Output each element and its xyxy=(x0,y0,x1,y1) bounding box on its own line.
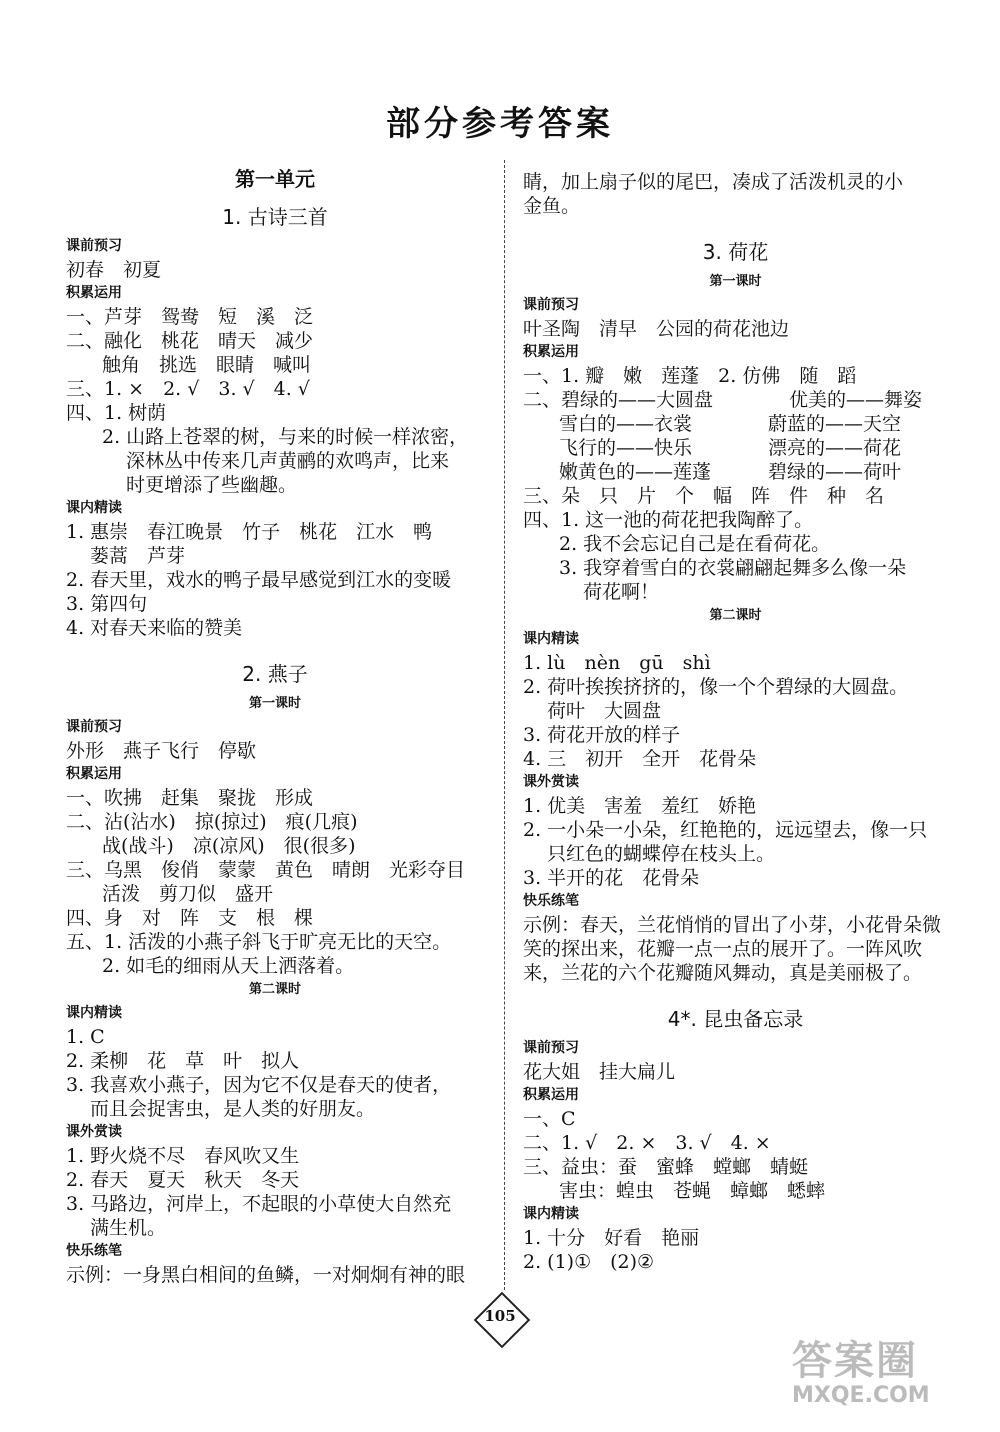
answer-line: 而且会捉害虫，是人类的好朋友。 xyxy=(90,1098,376,1120)
section-heading: 课外赏读 xyxy=(66,1124,122,1140)
answer-line: 2. 柔柳 花 草 叶 拟人 xyxy=(66,1050,300,1072)
watermark-url: MXQE.COM xyxy=(792,1383,930,1408)
answer-line: 二、1. √ 2. × 3. √ 4. × xyxy=(523,1132,771,1154)
section-heading: 课内精读 xyxy=(523,631,579,647)
section-heading: 积累运用 xyxy=(66,766,122,782)
section-heading: 快乐练笔 xyxy=(66,1243,122,1259)
answer-line: 触角 挑选 眼睛 喊叫 xyxy=(102,354,312,376)
answer-line: 二、融化 桃花 晴天 减少 xyxy=(66,330,314,352)
answer-line: 荷花啊！ xyxy=(583,581,660,603)
page-number-badge xyxy=(470,1288,530,1348)
section-heading: 课前预习 xyxy=(66,719,122,735)
section-heading: 积累运用 xyxy=(523,344,579,360)
answer-line: 害虫：蝗虫 苍蝇 蟑螂 蟋蟀 xyxy=(559,1180,826,1202)
right-column xyxy=(523,170,948,1274)
lesson-3-title: 3. 荷花 xyxy=(702,240,769,264)
answer-line: 三、1. × 2. √ 3. √ 4. √ xyxy=(66,378,310,400)
answer-line: 1. C xyxy=(66,1026,105,1048)
section-heading: 课内精读 xyxy=(66,500,122,516)
column-divider xyxy=(504,160,505,1290)
unit-heading: 第一单元 xyxy=(235,167,315,191)
answer-line: 三、朵 只 片 个 幅 阵 件 种 名 xyxy=(523,485,885,507)
page-title: 部分参考答案 xyxy=(386,104,614,144)
answer-line: 3. 第四句 xyxy=(66,593,148,615)
answer-line: 4. 三 初开 全开 花骨朵 xyxy=(523,748,757,770)
answer-line: 二、碧绿的——大圆盘 优美的——舞姿 xyxy=(523,389,923,411)
answer-line: 满生机。 xyxy=(90,1217,167,1239)
answer-line: 1. 十分 好看 艳丽 xyxy=(523,1227,700,1249)
answer-line: 时更增添了些幽趣。 xyxy=(126,474,298,496)
answer-line: 1. lù nèn gū shì xyxy=(523,652,711,674)
answer-line: 3. 我穿着雪白的衣裳翩翩起舞多么像一朵 xyxy=(559,557,907,579)
answer-line: 五、1. 活泼的小燕子斜飞于旷亮无比的天空。 xyxy=(66,931,452,953)
answer-line: 2. 一小朵一小朵，红艳艳的，远远望去，像一只 xyxy=(523,819,928,841)
answer-line: 一、1. 瓣 嫩 莲蓬 2. 仿佛 随 蹈 xyxy=(523,365,857,387)
answer-line: 2. 如毛的细雨从天上洒落着。 xyxy=(102,955,355,977)
answer-line: 2. 我不会忘记自己是在看荷花。 xyxy=(559,533,831,555)
answer-line: 2. 荷叶挨挨挤挤的，像一个个碧绿的大圆盘。 xyxy=(523,676,909,698)
section-heading: 积累运用 xyxy=(66,285,122,301)
answer-line: 四、1. 树荫 xyxy=(66,402,167,424)
answer-line: 三、益虫：蚕 蜜蜂 螳螂 蜻蜓 xyxy=(523,1156,809,1178)
period-heading: 第一课时 xyxy=(709,274,762,289)
answer-line: 3. 我喜欢小燕子，因为它不仅是春天的使者， xyxy=(66,1074,452,1096)
watermark-logo xyxy=(792,1338,982,1418)
section-heading: 课前预习 xyxy=(523,297,579,313)
section-heading: 课外赏读 xyxy=(523,774,579,790)
answer-line: 2. 山路上苍翠的树，与来的时候一样浓密， xyxy=(102,426,469,448)
section-heading: 课前预习 xyxy=(66,238,122,254)
answer-line: 1. 惠崇 春江晚景 竹子 桃花 江水 鸭 xyxy=(66,521,433,543)
answer-line: 3. 半开的花 花骨朵 xyxy=(523,867,700,889)
section-heading: 课内精读 xyxy=(66,1005,122,1021)
answer-line: 4. 对春天来临的赞美 xyxy=(66,617,243,639)
answer-line: 2. 春天里，戏水的鸭子最早感觉到江水的变暖 xyxy=(66,569,452,591)
answer-line: 深林丛中传来几声黄鹂的欢鸣声，比来 xyxy=(126,450,450,472)
answer-line: 花大姐 挂大扁儿 xyxy=(523,1061,676,1083)
answer-line: 2. 春天 夏天 秋天 冬天 xyxy=(66,1169,300,1191)
answer-line: 二、沾(沾水) 掠(掠过) 痕(几痕) xyxy=(66,811,358,833)
section-heading: 课内精读 xyxy=(523,1206,579,1222)
answer-line: 一、芦芽 鸳鸯 短 溪 泛 xyxy=(66,306,314,328)
answer-line: 战(战斗) 凉(凉风) 很(很多) xyxy=(102,835,356,857)
answer-line: 四、身 对 阵 支 根 棵 xyxy=(66,907,314,929)
answer-line: 飞行的——快乐 漂亮的——荷花 xyxy=(559,437,902,459)
section-heading: 快乐练笔 xyxy=(523,893,579,909)
period-heading: 第二课时 xyxy=(248,982,301,997)
answer-line: 叶圣陶 清早 公园的荷花池边 xyxy=(523,318,790,340)
answer-line: 3. 荷花开放的样子 xyxy=(523,724,681,746)
answer-line: 活泼 剪刀似 盛开 xyxy=(102,883,274,905)
answer-line: 金鱼。 xyxy=(523,195,581,217)
answer-line: 初春 初夏 xyxy=(66,259,162,281)
answer-line: 1. 优美 害羞 羞红 娇艳 xyxy=(523,795,757,817)
period-heading: 第二课时 xyxy=(709,608,762,623)
answer-line: 一、吹拂 赶集 聚拢 形成 xyxy=(66,787,314,809)
answer-line: 睛，加上扇子似的尾巴，凑成了活泼机灵的小 xyxy=(523,171,904,193)
answer-line: 只红色的蝴蝶停在枝头上。 xyxy=(547,843,776,865)
watermark-text: 答案圈 xyxy=(792,1338,918,1384)
answer-line: 荷叶 大圆盘 xyxy=(547,700,662,722)
period-heading: 第一课时 xyxy=(248,696,301,711)
answer-line: 外形 燕子飞行 停歇 xyxy=(66,740,257,762)
answer-line: 蒌蒿 芦芽 xyxy=(90,545,186,567)
answer-line: 3. 马路边，河岸上，不起眼的小草使大自然充 xyxy=(66,1193,452,1215)
answer-line: 示例：一身黑白相间的鱼鳞，一对炯炯有神的眼 xyxy=(66,1264,466,1286)
answer-line: 1. 野火烧不尽 春风吹又生 xyxy=(66,1145,300,1167)
section-heading: 积累运用 xyxy=(523,1087,579,1103)
lesson-2-title: 2. 燕子 xyxy=(242,662,308,686)
answer-line: 笑的探出来，花瓣一点一点的展开了。一阵风吹 xyxy=(523,938,923,960)
lesson-4-title: 4*. 昆虫备忘录 xyxy=(667,1007,804,1031)
lesson-1-title: 1. 古诗三首 xyxy=(222,205,328,229)
answer-line: 来，兰花的六个花瓣随风舞动，真是美丽极了。 xyxy=(523,962,923,984)
answer-line: 雪白的——衣裳 蔚蓝的——天空 xyxy=(559,413,902,435)
answer-line: 2. (1)① (2)② xyxy=(523,1251,655,1273)
answer-line: 嫩黄色的——莲蓬 碧绿的——荷叶 xyxy=(559,461,902,483)
answer-line: 一、C xyxy=(523,1108,576,1130)
page-number: 105 xyxy=(484,1307,516,1325)
left-column xyxy=(66,163,484,1287)
section-heading: 课前预习 xyxy=(523,1040,579,1056)
answer-line: 示例：春天，兰花悄悄的冒出了小芽，小花骨朵微 xyxy=(523,914,942,936)
answer-line: 四、1. 这一池的荷花把我陶醉了。 xyxy=(523,509,814,531)
answer-line: 三、乌黑 俊俏 蒙蒙 黄色 晴朗 光彩夺目 xyxy=(66,859,466,881)
